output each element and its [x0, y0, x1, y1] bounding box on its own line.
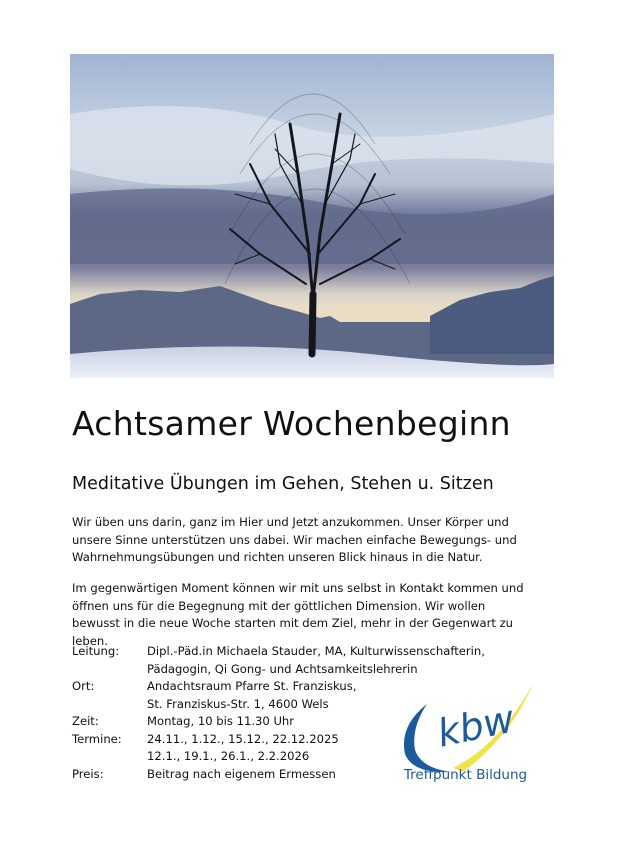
kbw-logo-mark: kbw: [433, 696, 519, 756]
detail-label: Termine:: [72, 731, 122, 746]
header-photo: [70, 54, 554, 378]
intro-paragraph: Wir üben uns darin, ganz im Hier und Jetzt anzukommen. Unser Körper und unsere Sinne unterstützen uns dabei. Wir machen einfache Bewegungs- und Wahrnehmungsübungen und richten unseren Blick hinaus in die Natur.: [72, 515, 517, 564]
page-subtitle: Meditative Übungen im Gehen, Stehen u. Sitzen: [72, 474, 494, 494]
detail-line: 24.11., 1.12., 15.12., 22.12.2025: [147, 731, 339, 746]
detail-line: Andachtsraum Pfarre St. Franziskus,: [147, 679, 357, 693]
winter-tree-photo: [70, 54, 554, 378]
kbw-logo-caption: Treffpunkt Bildung: [403, 767, 528, 783]
detail-label: Preis:: [72, 766, 104, 781]
detail-line: Montag, 10 bis 11.30 Uhr: [147, 714, 295, 728]
detail-line: Pädagogin, Qi Gong- und Achtsamkeitslehrerin: [147, 661, 418, 676]
detail-line: Beitrag nach eigenem Ermessen: [147, 766, 336, 781]
detail-line: 12.1., 19.1., 26.1., 2.2.2026: [147, 749, 310, 763]
detail-label: Ort:: [72, 679, 95, 693]
description-paragraph: Im gegenwärtigen Moment können wir mit uns selbst in Kontakt kommen und öffnen uns für die Begegnung mit der göttlichen Dimension. Wir wollen bewusst in die neue Woche starten mit dem Ziel, mehr in der Gegenwart zu leben.: [72, 581, 524, 648]
page-title: Achtsamer Wochenbeginn: [72, 404, 511, 443]
detail-label: Leitung:: [72, 644, 120, 658]
detail-line: Dipl.-Päd.in Michaela Stauder, MA, Kulturwissenschafterin,: [147, 644, 485, 658]
detail-value: [147, 643, 497, 678]
detail-label: Zeit:: [72, 714, 99, 728]
detail-line: St. Franziskus-Str. 1, 4600 Wels: [147, 696, 329, 711]
detail-leitung: [72, 643, 497, 678]
